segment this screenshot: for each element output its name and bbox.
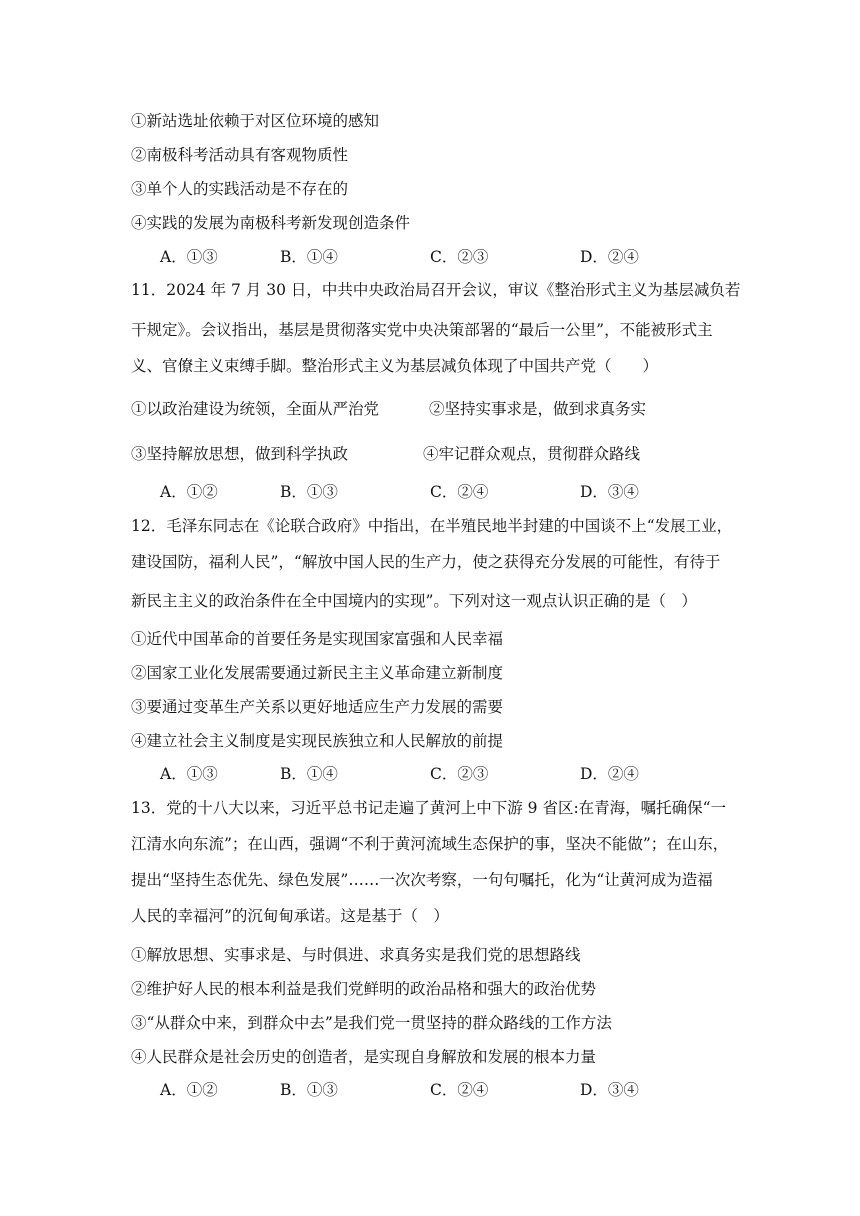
q12-option-d: D．②④: [580, 765, 639, 783]
q10-statement-1: ①新站选址依赖于对区位环境的感知: [131, 112, 380, 130]
q13-stem-line-4: 人民的幸福河”的沉甸甸承诺。这是基于（ ）: [131, 907, 449, 925]
q13-statement-1: ①解放思想、实事求是、与时俱进、求真务实是我们党的思想路线: [131, 946, 581, 964]
q12-stem-line-1: 12．毛泽东同志在《论联合政府》中指出，在半殖民地半封建的中国谈不上“发展工业，: [131, 517, 733, 535]
q13-option-a: A．①②: [160, 1081, 218, 1099]
q10-option-c: C．②③: [430, 248, 489, 266]
q12-statement-4: ④建立社会主义制度是实现民族独立和人民解放的前提: [131, 732, 504, 750]
q11-statement-2: ②坚持实事求是，做到求真务实: [429, 400, 647, 418]
q11-option-b: B．①③: [280, 483, 338, 501]
q11-stem-line-1: 11．2024 年 7 月 30 日，中共中央政治局召开会议，审议《整治形式主义为基层减负若: [131, 281, 741, 299]
q13-option-b: B．①③: [280, 1081, 338, 1099]
q12-option-b: B．①④: [280, 765, 338, 783]
q10-statement-2: ②南极科考活动具有客观物质性: [131, 146, 349, 164]
q13-statement-2: ②维护好人民的根本利益是我们党鲜明的政治品格和强大的政治优势: [131, 980, 597, 998]
q11-statement-4: ④牢记群众观点，贯彻群众路线: [423, 445, 641, 463]
q10-statement-4: ④实践的发展为南极科考新发现创造条件: [131, 214, 411, 232]
q11-statement-1: ①以政治建设为统领，全面从严治党: [131, 400, 380, 418]
q13-option-d: D．③④: [580, 1081, 639, 1099]
q11-stem-line-2: 干规定》。会议指出，基层是贯彻落实党中央决策部署的“最后一公里”，不能被形式主: [131, 321, 713, 339]
q12-statement-1: ①近代中国革命的首要任务是实现国家富强和人民幸福: [131, 630, 504, 648]
q12-stem-line-2: 建设国防，福利人民”，“解放中国人民的生产力，使之获得充分发展的可能性，有待于: [131, 553, 721, 571]
q13-stem-line-1: 13．党的十八大以来，习近平总书记走遍了黄河上中下游 9 省区:在青海，嘱托确保“一: [131, 799, 727, 817]
q11-statement-3: ③坚持解放思想，做到科学执政: [131, 445, 349, 463]
q12-stem-line-3: 新民主主义的政治条件在全中国境内的实现”。下列对这一观点认识正确的是（ ）: [131, 592, 697, 610]
q10-option-a: A．①③: [160, 248, 218, 266]
q12-option-c: C．②③: [430, 765, 489, 783]
q13-stem-line-3: 提出“坚持生态优先、绿色发展”……一次次考察，一句句嘱托，化为“让黄河成为造福: [131, 871, 713, 889]
q11-option-c: C．②④: [430, 483, 489, 501]
q13-option-c: C．②④: [430, 1081, 489, 1099]
q13-statement-3: ③“从群众中来，到群众中去”是我们党一贯坚持的群众路线的工作方法: [131, 1014, 612, 1032]
q13-statement-4: ④人民群众是社会历史的创造者，是实现自身解放和发展的根本力量: [131, 1048, 597, 1066]
q11-option-a: A．①②: [160, 483, 218, 501]
q11-option-d: D．③④: [580, 483, 639, 501]
q12-statement-3: ③要通过变革生产关系以更好地适应生产力发展的需要: [131, 698, 504, 716]
q11-statements-row-1: [131, 399, 647, 419]
q13-stem-line-2: 江清水向东流”；在山西，强调“不利于黄河流域生态保护的事，坚决不能做”；在山东，: [131, 835, 729, 853]
q12-statement-2: ②国家工业化发展需要通过新民主主义革命建立新制度: [131, 664, 504, 682]
q10-option-b: B．①④: [280, 248, 338, 266]
q11-statements-row-2: [131, 444, 641, 464]
q11-stem-line-3: 义、官僚主义束缚手脚。整治形式主义为基层减负体现了中国共产党（ ）: [131, 357, 659, 375]
q12-option-a: A．①③: [160, 765, 218, 783]
q10-option-d: D．②④: [580, 248, 639, 266]
q10-statement-3: ③单个人的实践活动是不存在的: [131, 180, 349, 198]
